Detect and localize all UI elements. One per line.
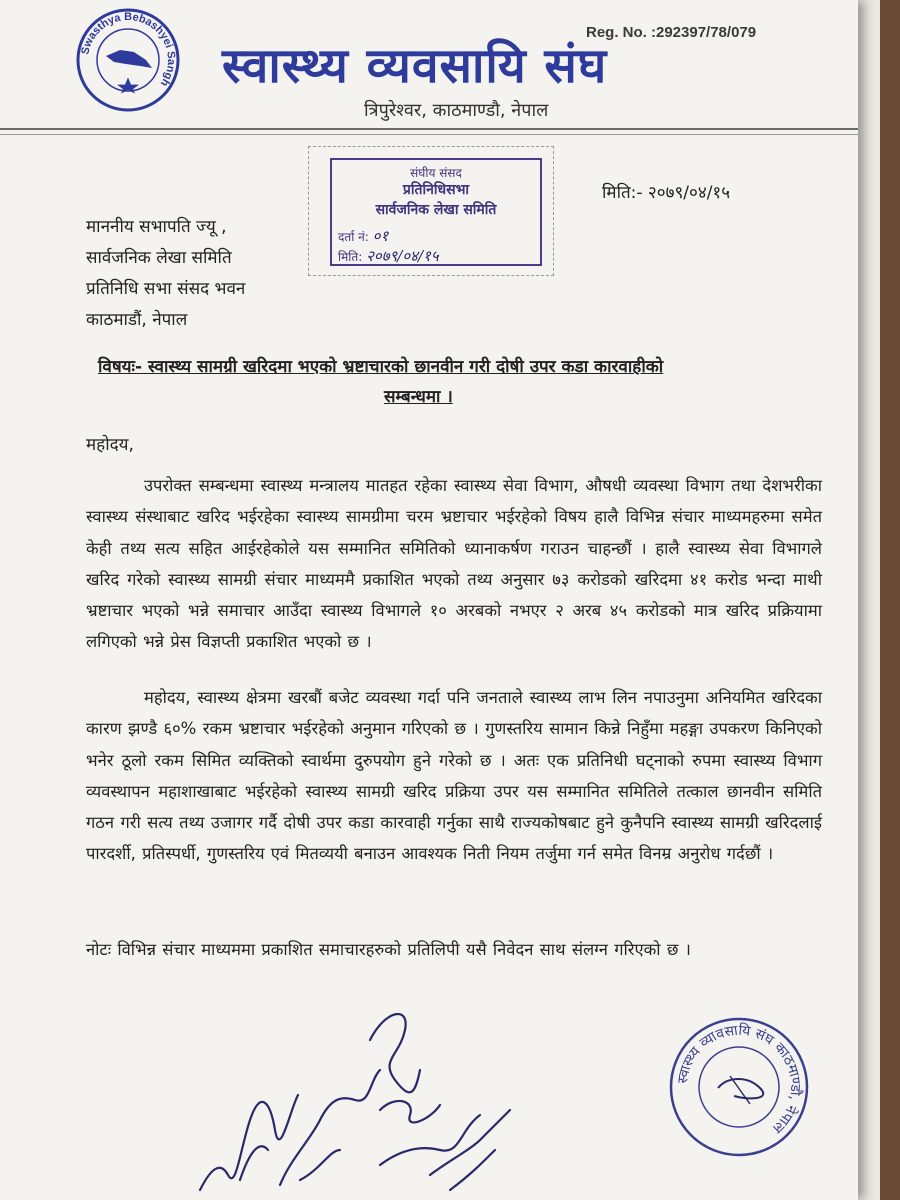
stamp-miti-label: मिति: (338, 250, 363, 264)
letter-date: मिति:- २०७९/०४/१५ (602, 183, 731, 203)
stamp-line-1: संघीय संसद (410, 166, 462, 180)
header-rule-thin (0, 134, 858, 135)
handwritten-signatures (180, 1000, 540, 1200)
stamp-miti-value: २०७९/०४/१५ (366, 247, 439, 265)
header-rule (0, 128, 858, 130)
organization-round-seal-icon (668, 1016, 810, 1158)
body-paragraph-1: उपरोक्त सम्बन्धमा स्वास्थ्य मन्त्रालय मातहत रहेका स्वास्थ्य सेवा विभाग, औषधी व्यवस्था विभाग तथा देशभरीका स्वास्थ्य संस्थाबाट खरिद भईरहेका स्वास्थ्य सामग्रीमा चरम भ्रष्टाचार भईरहेको विषय हालै विभिन्न संचार माध्यमहरुमा समेत केही तथ्य सत्य सहित आईरहेकोले यस सम्मानित समितिको ध्यानाकर्षण गराउन चाहन्छौं । हालै स्वास्थ्य सेवा विभागले खरिद गरेको स्वास्थ्य सामग्री संचार माध्यममै प्रकाशित भएको तथ्य अनुसार ७३ करोडको खरिदमा ४१ करोड भन्दा माथी भ्रष्टाचार भएको भन्ने समाचार आउँदा स्वास्थ्य विभागले १० अरबको नभएर २ अरब ४५ करोडको मात्र खरिद प्रक्रियामा लगिएको भन्ने प्रेस विज्ञप्ती प्रकाशित भएको छ । (86, 476, 822, 652)
organization-name: स्वास्थ्य व्यवसायि संघ (222, 38, 608, 94)
note-paragraph: नोटः विभिन्न संचार माध्यममा प्रकाशित समाचारहरुको प्रतिलिपी यसै निवेदन साथ संलग्न गरिएको छ । (86, 940, 691, 959)
stamp-darta-value: ०१ (372, 227, 389, 245)
stamp-line-3: सार्वजनिक लेखा समिति (375, 202, 497, 218)
recipient-line: माननीय सभापति ज्यू , (86, 217, 227, 237)
organization-address: त्रिपुरेश्वर, काठमाण्डौ, नेपाल (364, 100, 549, 121)
recipient-line: सार्वजनिक लेखा समिति (86, 248, 232, 268)
body-paragraph-2: महोदय, स्वास्थ्य क्षेत्रमा खरबौं बजेट व्यवस्था गर्दा पनि जनताले स्वास्थ्य लाभ लिन नपाउनुमा अनियमित खरिदका कारण झण्डै ६०% रकम भ्रष्टाचार भईरहेको अनुमान गरिएको छ । गुणस्तरिय सामान किन्ने निहुँमा महङ्गा उपकरण किनिएको भनेर ठूलो रकम सिमित व्यक्तिको स्वार्थमा दुरुपयोग हुने गरेको छ । अतः एक प्रतिनिधी घट्नाको रुपमा स्वास्थ्य विभाग व्यवस्थापन महाशाखाबाट भईरहेको स्वास्थ्य सामग्री खरिद प्रक्रिया उपर यस सम्मानित समितिले तत्काल छानवीन समिति गठन गरी सत्य तथ्य उजागर गर्दै दोषी उपर कडा कारवाही गर्नुका साथै राज्यकोषबाट हुने कुनैपनि स्वास्थ्य सामग्री खरिदलाई पारदर्शी, प्रतिस्पर्धी, गुणस्तरिय एवं मितव्ययी बनाउन आवश्यक निती नियम तर्जुमा गर्न समेत विनम्र अनुरोध गर्दछौं । (86, 688, 822, 864)
stamp-line-2: प्रतिनिधिसभा (402, 182, 470, 198)
stamp-darta-label: दर्ता नं: (338, 230, 369, 244)
subject-line (98, 354, 778, 377)
organization-seal-icon (76, 8, 180, 112)
svg-text:स्वास्थ्य व्यावसायि संघ काठमाण: स्वास्थ्य व्यावसायि संघ काठमाण्डौ, नेपाल (675, 1022, 804, 1137)
recipient-line: काठमाडौं, नेपाल (86, 310, 188, 330)
stamp-darta (338, 226, 388, 246)
received-stamp (330, 158, 542, 266)
svg-text:Swasthya Bebashyei Sangh: Swasthya Bebashyei Sangh (79, 10, 178, 89)
subject-text-2: सम्बन्धमा । (384, 387, 453, 407)
subject-text: विषयः- स्वास्थ्य सामग्री खरिदमा भएको भ्रष्टाचारको छानवीन गरी दोषी उपर कडा कारवाहीको (98, 357, 664, 377)
subject-line-2 (384, 384, 453, 407)
stamp-miti (338, 246, 439, 266)
salutation: महोदय, (86, 435, 134, 455)
registration-number: Reg. No. :292397/78/079 (586, 24, 757, 41)
recipient-line: प्रतिनिधि सभा संसद भवन (86, 279, 246, 299)
